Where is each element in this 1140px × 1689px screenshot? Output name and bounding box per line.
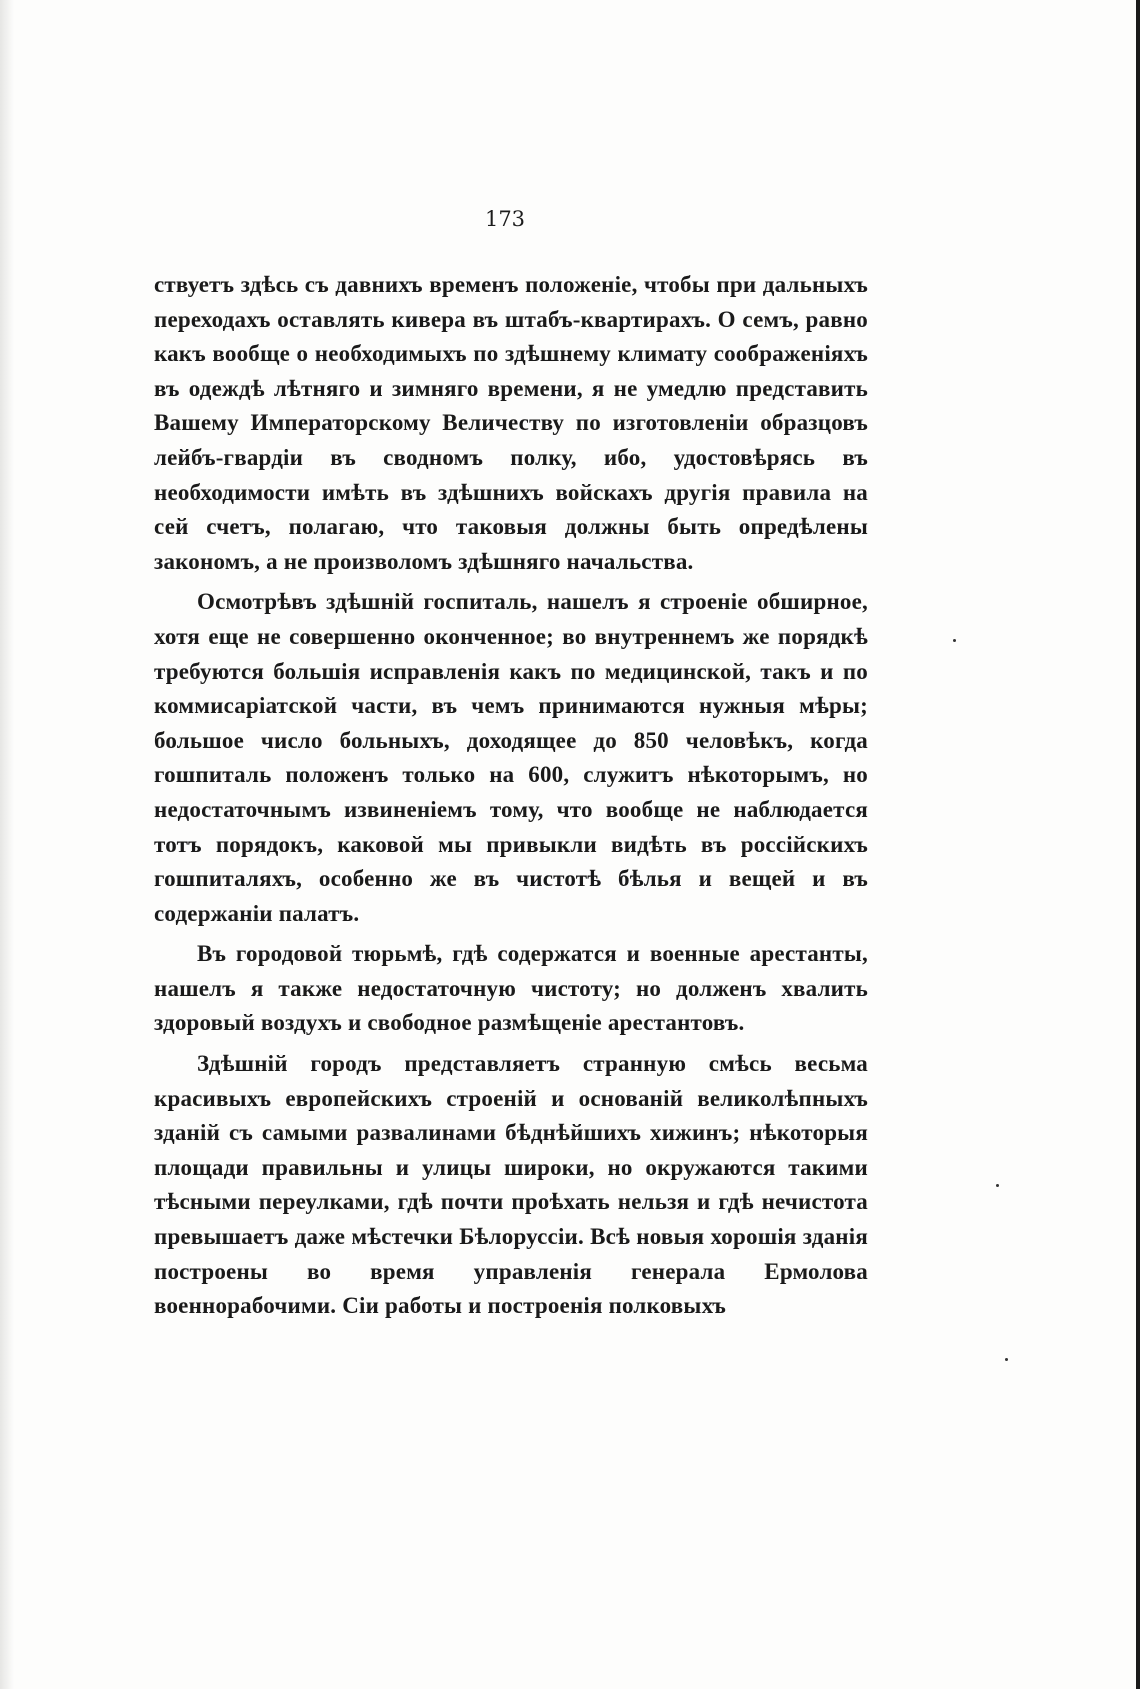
- scan-speck: [953, 639, 956, 642]
- page-number: 173: [484, 207, 526, 231]
- page-left-edge-shadow: [0, 0, 14, 1689]
- paragraph-3: Въ городовой тюрьмѣ, гдѣ содержатся и военные арестанты, нашелъ я также недостаточную чистоту; но долженъ хвалить здоровый воздухъ и свободное размѣщеніе арестантовъ.: [154, 941, 868, 1036]
- scan-speck: [996, 1184, 999, 1187]
- paragraph-1: ствуетъ здѣсь съ давнихъ временъ положеніе, чтобы при дальныхъ переходахъ оставлять кивера въ штабъ-квартирахъ. О семъ, равно какъ вообще о необходимыхъ по здѣшнему климату соображеніяхъ въ одеждѣ лѣтняго и зимняго времени, я не умедлю представить Вашему Императорскому Величеству по изготовленіи образцовъ лейбъ-гвардіи въ сводномъ полку, ибо, удостовѣрясь въ необходимости имѣть въ здѣшнихъ войскахъ другія правила на сей счетъ, полагаю, что таковыя должны быть опредѣлены закономъ, а не произволомъ здѣшняго начальства.: [154, 272, 868, 574]
- scan-speck: [1005, 1358, 1008, 1361]
- paragraph-4: Здѣшній городъ представляетъ странную смѣсь весьма красивыхъ европейскихъ строеній и основаній великолѣпныхъ зданій съ самыми развалинами бѣднѣйшихъ хижинъ; нѣкоторыя площади правильны и улицы широки, но окружаются такими тѣсными переулками, гдѣ почти проѣхать нельзя и гдѣ нечистота превышаетъ даже мѣстечки Бѣлоруссіи. Всѣ новыя хорошія зданія построены во время управленія генерала Ермолова военнорабочими. Сіи работы и построенія полковыхъ: [154, 1051, 868, 1319]
- body-text: [154, 268, 868, 1330]
- page-right-edge: [1136, 0, 1140, 1689]
- paragraph-2: Осмотрѣвъ здѣшній госпиталь, нашелъ я строеніе обширное, хотя еще не совершенно оконченное; во внутреннемъ же порядкѣ требуются большія исправленія какъ по медицинской, такъ и по коммисаріатской части, въ чемъ принимаются нужныя мѣры; большое число больныхъ, доходящее до 850 человѣкъ, когда гошпиталь положенъ только на 600, служитъ нѣкоторымъ, но недостаточнымъ извиненіемъ тому, что вообще не наблюдается тотъ порядокъ, каковой мы привыкли видѣть въ россійскихъ гошпиталяхъ, особенно же въ чистотѣ бѣлья и вещей и въ содержаніи палатъ.: [154, 589, 868, 926]
